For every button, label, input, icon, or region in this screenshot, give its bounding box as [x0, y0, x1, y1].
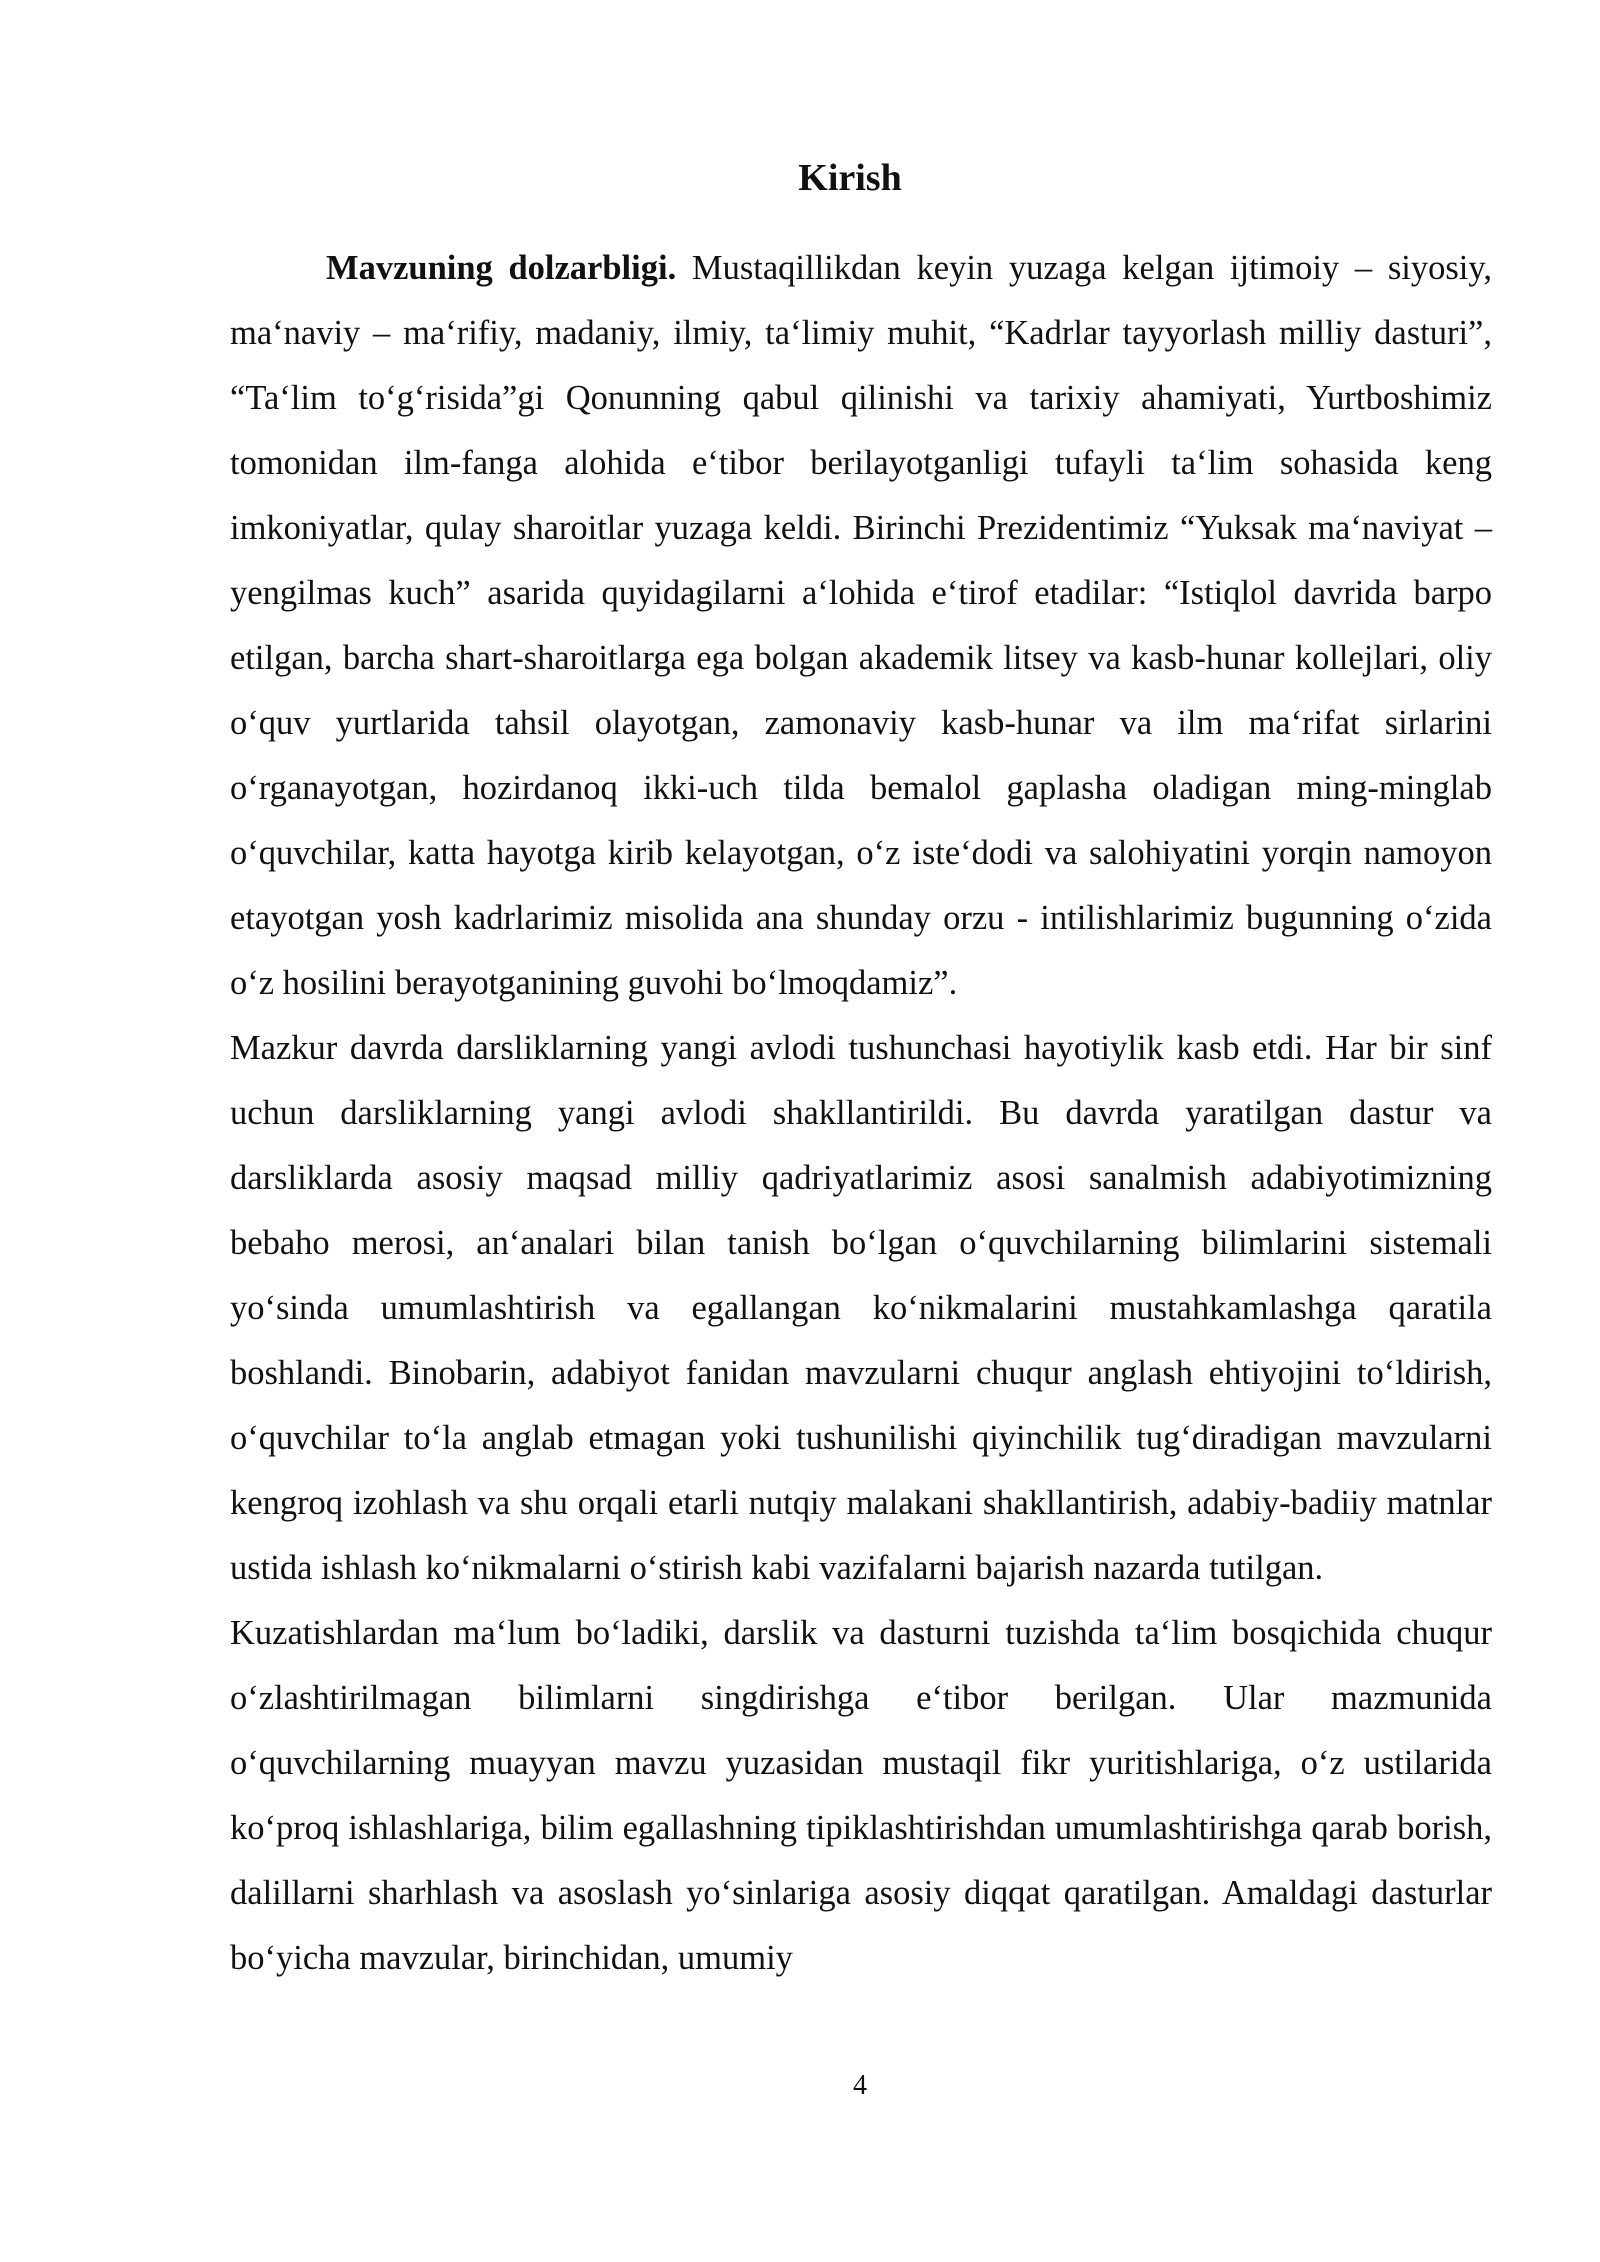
paragraph-relevance-text: Mustaqillikdan keyin yuzaga kelgan ijtimoiy – siyosiy, ma‘naviy – ma‘rifiy, madaniy, ilmiy, ta‘limiy muhit, “Kadrlar tayyorlash milliy dasturi”, “Ta‘lim to‘g‘risida”gi Qonunning qabul qilinishi va tarixiy ahamiyati, Yurtboshimiz tomonidan ilm-fanga alohida e‘tibor berilayotganligi tufayli ta‘lim sohasida keng imkoniyatlar, qulay sharoitlar yuzaga keldi. Birinchi Prezidentimiz “Yuksak ma‘naviyat – yengilmas kuch” asarida quyidagilarni a‘lohida e‘tirof etadilar: “Istiqlol davrida barpo etilgan, barcha shart-sharoitlarga ega bolgan akademik litsey va kasb-hunar kollejlari, oliy o‘quv yurtlarida tahsil olayotgan, zamonaviy kasb-hunar va ilm ma‘rifat sirlarini o‘rganayotgan, hozirdanoq ikki-uch tilda bemalol gaplasha oladigan ming-minglab o‘quvchilar, katta hayotga kirib kelayotgan, o‘z iste‘dodi va salohiyatini yorqin namoyon etayotgan yosh kadrlarimiz misolida ana shunday orzu - intilishlarimiz bugunning o‘zida o‘z hosilini berayotganining guvohi bo‘lmoqdamiz”. [230, 249, 1492, 1002]
paragraph-textbooks: Mazkur davrda darsliklarning yangi avlodi tushunchasi hayotiylik kasb etdi. Har bir sinf uchun darsliklarning yangi avlodi shakllantirildi. Bu davrda yaratilgan dastur va darsliklarda asosiy maqsad milliy qadriyatlarimiz asosi sanalmish adabiyotimizning bebaho merosi, an‘analari bilan tanish bo‘lgan o‘quvchilarning bilimlarini sistemali yo‘sinda umumlashtirish va egallangan ko‘nikmalarini mustahkamlashga qaratila boshlandi. Binobarin, adabiyot fanidan mavzularni chuqur anglash ehtiyojini to‘ldirish, o‘quvchilar to‘la anglab etmagan yoki tushunilishi qiyinchilik tug‘diradigan mavzularni kengroq izohlash va shu orqali etarli nutqiy malakani shakllantirish, adabiy-badiiy matnlar ustida ishlash ko‘nikmalarni o‘stirish kabi vazifalarni bajarish nazarda tutilgan. [230, 1029, 1492, 1587]
document-body [230, 236, 1492, 1991]
page-title: Kirish [798, 157, 902, 199]
paragraph-observations: Kuzatishlardan ma‘lum bo‘ladiki, darslik va dasturni tuzishda ta‘lim bosqichida chuqur o‘zlashtirilmagan bilimlarni singdirishga e‘tibor berilgan. Ular mazmunida o‘quvchilarning muayyan mavzu yuzasidan mustaqil fikr yuritishlariga, o‘z ustilarida ko‘proq ishlashlariga, bilim egallashning tipiklashtirishdan umumlashtirishga qarab borish, dalillarni sharhlash va asoslash yo‘sinlariga asosiy diqqat qaratilgan. Amaldagi dasturlar bo‘yicha mavzular, birinchidan, umumiy [230, 1614, 1492, 1977]
paragraph-lead-heading: Mavzuning dolzarbligi. [326, 249, 677, 287]
paragraph-relevance [230, 236, 1492, 1016]
page-number: 4 [853, 2070, 867, 2101]
